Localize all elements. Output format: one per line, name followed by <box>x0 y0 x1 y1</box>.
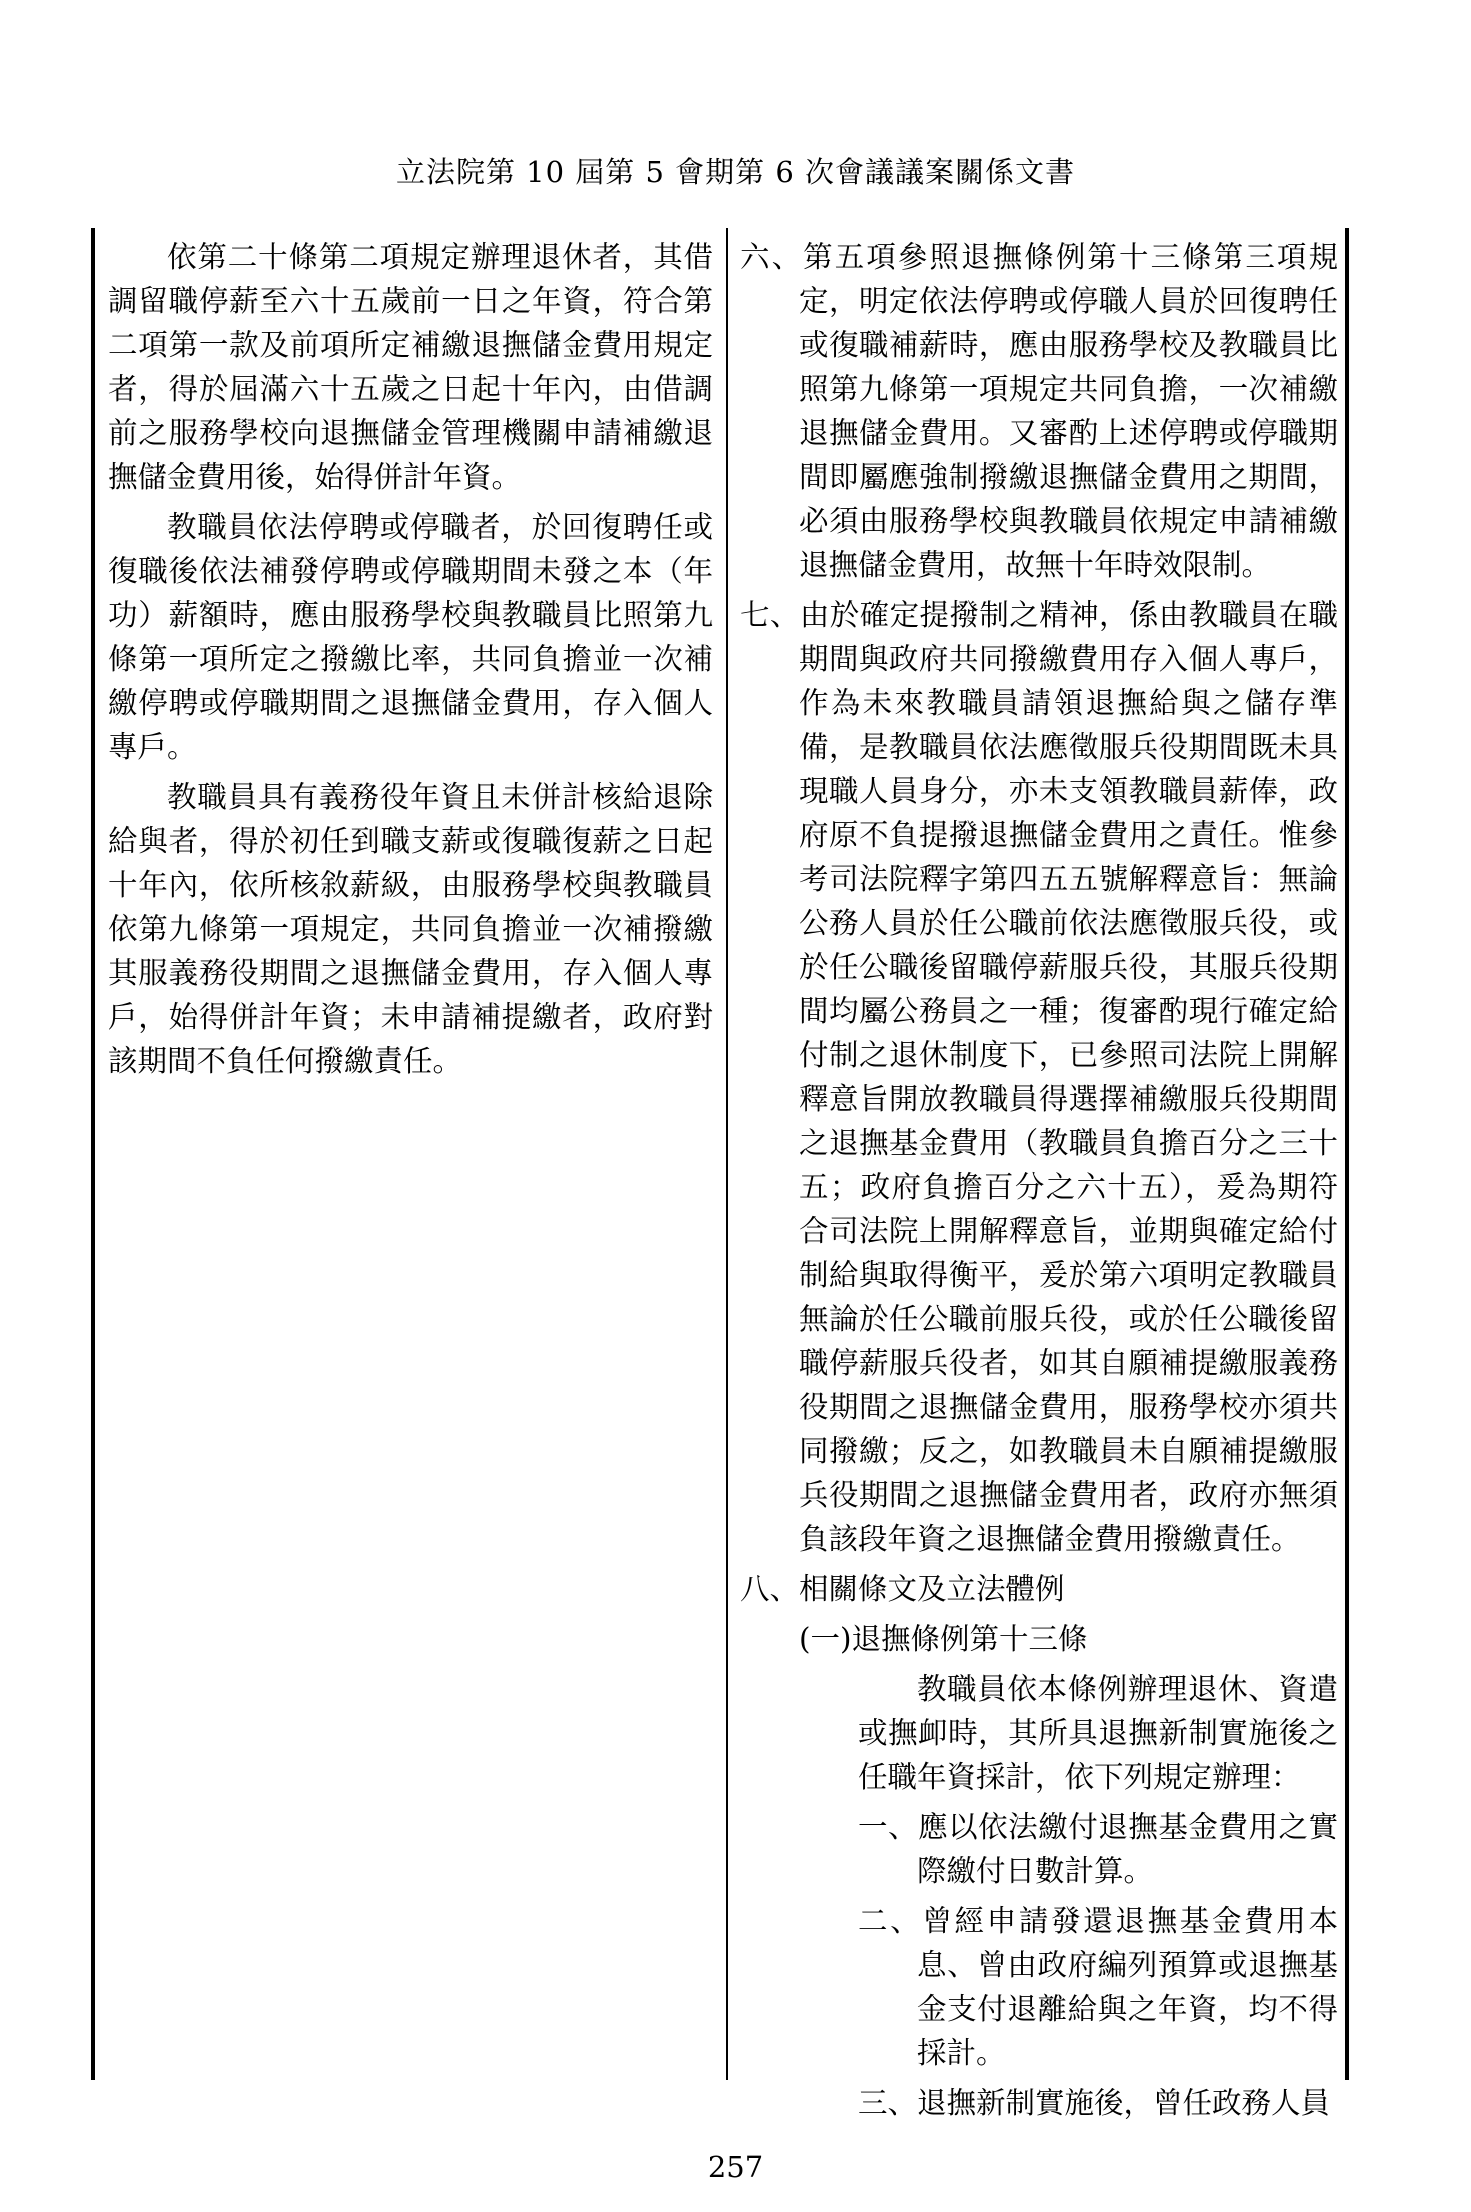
document-header: 立法院第 10 屆第 5 會期第 6 次會議議案關係文書 <box>395 155 1076 189</box>
article-paragraph: 教職員具有義務役年資且未併計核給退除給與者，得於初任到職支薪或復職復薪之日起十年內，依所核敘薪級，由服務學校與教職員依第九條第一項規定，共同負擔並一次補撥繳其服義務役期間之退撫儲金費用，存入個人專戶，始得併計年資；未申請補提繳者，政府對該期間不負任何撥繳責任。 <box>108 780 713 1078</box>
left-column <box>108 235 713 1089</box>
left-border-line <box>91 228 95 2080</box>
sub-item-1: 一、應以依法繳付退撫基金費用之實際繳付日數計算。 <box>858 1810 1338 1888</box>
page-number: 257 <box>707 2150 764 2184</box>
explanation-item-6: 六、第五項參照退撫條例第十三條第三項規定，明定依法停聘或停職人員於回復聘任或復職補薪時，應由服務學校及教職員比照第九條第一項規定共同負擔，一次補繳退撫儲金費用。又審酌上述停聘或停職期間即屬應強制撥繳退撫儲金費用之期間，必須由服務學校與教職員依規定申請補繳退撫儲金費用，故無十年時效限制。 <box>740 240 1338 582</box>
right-column <box>740 235 1338 2131</box>
explanation-item-7: 七、由於確定提撥制之精神，係由教職員在職期間與政府共同撥繳費用存入個人專戶，作為未來教職員請領退撫給與之儲存準備，是教職員依法應徵服兵役期間既未具現職人員身分，亦未支領教職員薪俸，政府原不負提撥退撫儲金費用之責任。惟參考司法院釋字第四五五號解釋意旨：無論公務人員於任公職前依法應徵服兵役，或於任公職後留職停薪服兵役，其服兵役期間均屬公務員之一種；復審酌現行確定給付制之退休制度下，已參照司法院上開解釋意旨開放教職員得選擇補繳服兵役期間之退撫基金費用（教職員負擔百分之三十五；政府負擔百分之六十五），爰為期符合司法院上開解釋意旨，並期與確定給付制給與取得衡平，爰於第六項明定教職員無論於任公職前服兵役，或於任公職後留職停薪服兵役者，如其自願補提繳服義務役期間之退撫儲金費用，服務學校亦須共同撥繳；反之，如教職員未自願補提繳服兵役期間之退撫儲金費用者，政府亦無須負該段年資之退撫儲金費用撥繳責任。 <box>740 598 1338 1556</box>
explanation-item-8: 八、相關條文及立法體例 <box>740 1572 1065 1606</box>
right-border-line <box>1345 228 1349 2080</box>
article-paragraph: 依第二十條第二項規定辦理退休者，其借調留職停薪至六十五歲前一日之年資，符合第二項第一款及前項所定補繳退撫儲金費用規定者，得於屆滿六十五歲之日起十年內，由借調前之服務學校向退撫儲金管理機關申請補繳退撫儲金費用後，始得併計年資。 <box>108 240 713 494</box>
sub-item-2: 二、曾經申請發還退撫基金費用本息、曾由政府編列預算或退撫基金支付退離給與之年資，均不得採計。 <box>858 1904 1338 2070</box>
sub-item-3: 三、退撫新制實施後，曾任政務人員 <box>858 2086 1331 2120</box>
sub-heading: (一)退撫條例第十三條 <box>799 1622 1088 1656</box>
column-divider-line <box>726 228 728 2080</box>
article-paragraph: 教職員依法停聘或停職者，於回復聘任或復職後依法補發停聘或停職期間未發之本（年功）薪額時，應由服務學校與教職員比照第九條第一項所定之撥繳比率，共同負擔並一次補繳停聘或停職期間之退撫儲金費用，存入個人專戶。 <box>108 510 713 764</box>
sub-paragraph: 教職員依本條例辦理退休、資遣或撫卹時，其所具退撫新制實施後之任職年資採計，依下列規定辦理： <box>858 1672 1338 1794</box>
